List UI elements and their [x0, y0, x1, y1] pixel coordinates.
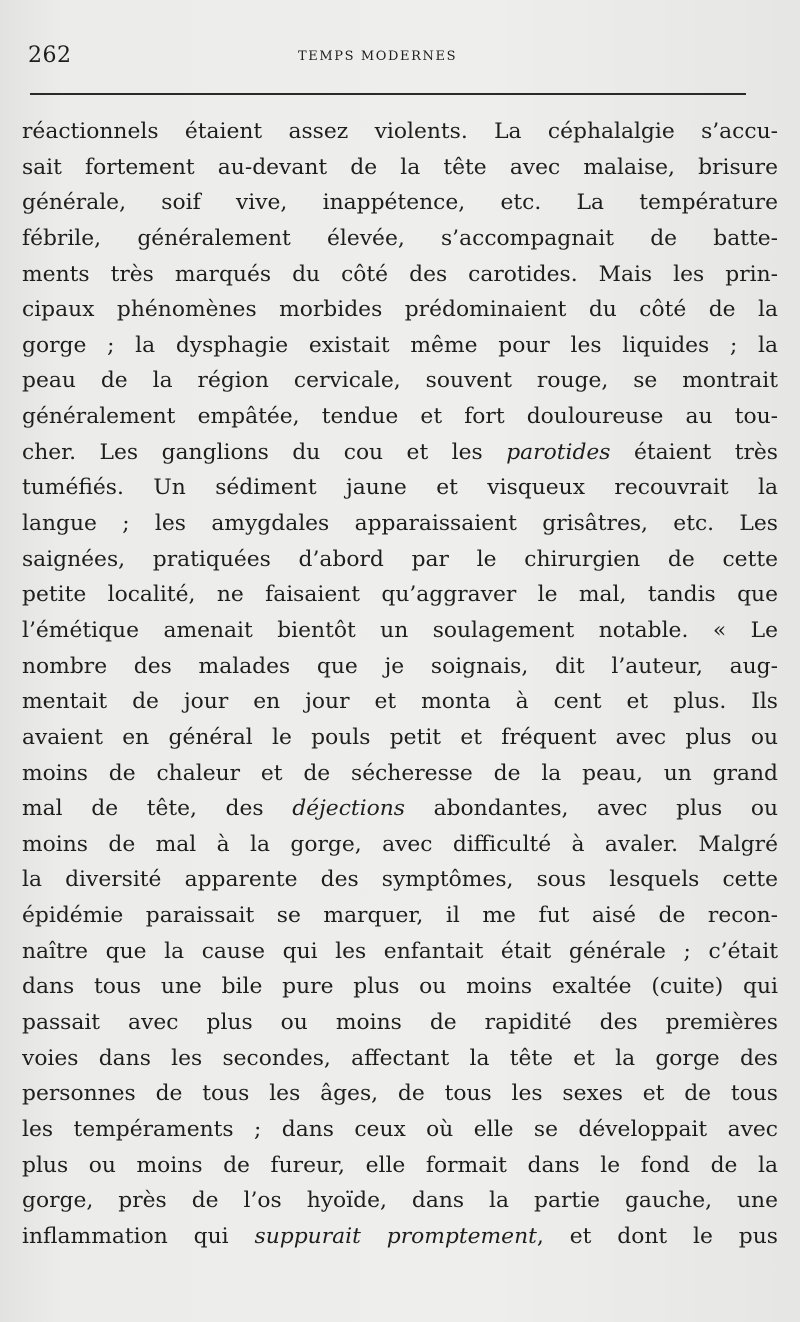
- text-line: [22, 577, 778, 613]
- text-line: [22, 827, 778, 863]
- text-segment: personnes de tous les âges, de tous les sexes et de tous: [22, 1081, 778, 1107]
- text-segment: l’émétique amenait bientôt un soulagement notable. « Le: [22, 617, 778, 643]
- text-line: [22, 1183, 778, 1219]
- italic-text: déjections: [292, 796, 405, 822]
- text-line: [22, 506, 778, 542]
- text-segment: mal de tête, des: [22, 796, 293, 822]
- text-line: [22, 221, 778, 257]
- italic-text: suppurait promptement: [254, 1223, 537, 1249]
- page-header: [0, 0, 800, 100]
- text-segment: voies dans les secondes, affectant la tête et la gorge des: [22, 1045, 778, 1071]
- text-line: [22, 470, 778, 506]
- text-line: [22, 150, 778, 186]
- text-line: [22, 720, 778, 756]
- text-line: [22, 328, 778, 364]
- text-line: [22, 114, 778, 150]
- running-head: TEMPS MODERNES: [298, 49, 458, 64]
- text-segment: ments très marqués du côté des carotides. Mais les prin-: [22, 261, 778, 287]
- text-segment: les tempéraments ; dans ceux où elle se développait avec: [22, 1116, 778, 1142]
- text-segment: peau de la région cervicale, souvent rouge, se montrait: [22, 368, 778, 394]
- text-segment: saignées, pratiquées d’abord par le chirurgien de cette: [22, 546, 778, 572]
- text-segment: abondantes, avec plus ou: [404, 796, 778, 822]
- text-segment: passait avec plus ou moins de rapidité des premières: [22, 1010, 778, 1036]
- text-segment: fébrile, généralement élevée, s’accompagnait de batte-: [22, 225, 778, 251]
- text-segment: la diversité apparente des symptômes, sous lesquels cette: [22, 867, 778, 893]
- text-line: [22, 542, 778, 578]
- text-segment: moins de chaleur et de sécheresse de la peau, un grand: [22, 760, 778, 786]
- text-segment: épidémie paraissait se marquer, il me fut aisé de recon-: [22, 903, 778, 929]
- text-line: [22, 649, 778, 685]
- text-line: [22, 1148, 778, 1184]
- text-segment: nombre des malades que je soignais, dit l’auteur, aug-: [22, 653, 778, 679]
- text-line: [22, 969, 778, 1005]
- text-segment: réactionnels étaient assez violents. La céphalalgie s’accu-: [22, 119, 778, 144]
- text-segment: naître que la cause qui les enfantait était générale ; c’était: [22, 938, 778, 964]
- text-line: [22, 934, 778, 970]
- text-line: [22, 1112, 778, 1148]
- text-segment: , et dont le pus: [536, 1223, 778, 1249]
- text-segment: mentait de jour en jour et monta à cent et plus. Ils: [22, 689, 778, 715]
- text-segment: sait fortement au-devant de la tête avec malaise, brisure: [22, 154, 778, 180]
- text-segment: moins de mal à la gorge, avec difficulté à avaler. Malgré: [22, 831, 778, 857]
- text-line: [22, 257, 778, 293]
- italic-text: parotides: [506, 439, 611, 465]
- text-line: [22, 862, 778, 898]
- text-segment: cipaux phénomènes morbides prédominaient du côté de la: [22, 297, 778, 323]
- text-line: [22, 791, 778, 827]
- page-number: 262: [28, 43, 72, 68]
- text-segment: générale, soif vive, inappétence, etc. La température: [22, 190, 778, 216]
- text-line: [22, 1219, 778, 1255]
- text-segment: inflammation qui: [22, 1223, 255, 1249]
- text-segment: avaient en général le pouls petit et fréquent avec plus ou: [22, 724, 778, 750]
- text-line: [22, 1005, 778, 1041]
- text-line: [22, 399, 778, 435]
- text-line: [22, 1041, 778, 1077]
- text-line: [22, 435, 778, 471]
- text-segment: cher. Les ganglions du cou et les: [22, 439, 507, 465]
- text-segment: tuméfiés. Un sédiment jaune et visqueux recouvrait la: [22, 475, 778, 501]
- text-line: [22, 684, 778, 720]
- text-line: [22, 185, 778, 221]
- text-segment: étaient très: [610, 439, 778, 465]
- text-segment: langue ; les amygdales apparaissaient grisâtres, etc. Les: [22, 511, 778, 537]
- text-line: [22, 898, 778, 934]
- text-segment: plus ou moins de fureur, elle formait dans le fond de la: [22, 1152, 778, 1178]
- text-segment: dans tous une bile pure plus ou moins exaltée (cuite) qui: [22, 974, 778, 1000]
- header-rule: [30, 93, 746, 95]
- text-segment: petite localité, ne faisaient qu’aggraver le mal, tandis que: [22, 582, 778, 608]
- body-text: [22, 114, 778, 1255]
- text-line: [22, 292, 778, 328]
- text-segment: gorge, près de l’os hyoïde, dans la partie gauche, une: [22, 1188, 778, 1214]
- text-segment: gorge ; la dysphagie existait même pour les liquides ; la: [22, 332, 778, 358]
- text-line: [22, 613, 778, 649]
- text-line: [22, 363, 778, 399]
- text-line: [22, 756, 778, 792]
- text-segment: généralement empâtée, tendue et fort douloureuse au tou-: [22, 404, 778, 430]
- text-line: [22, 1076, 778, 1112]
